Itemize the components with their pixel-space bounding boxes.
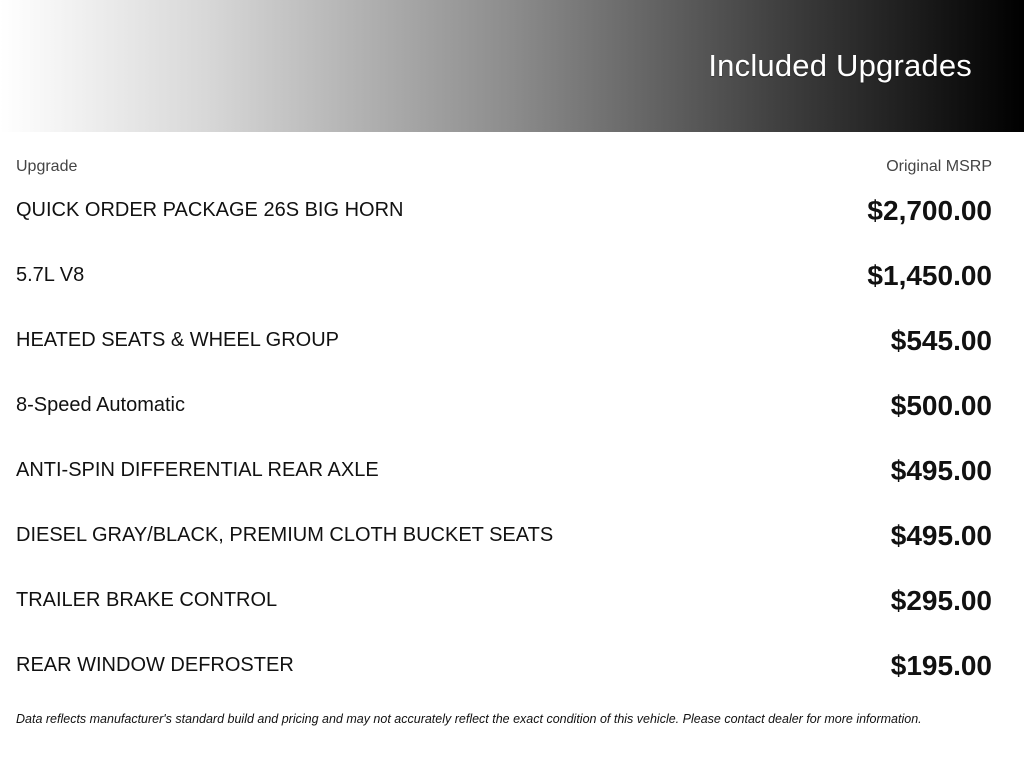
upgrade-name: REAR WINDOW DEFROSTER	[16, 654, 294, 676]
column-header-msrp: Original MSRP	[886, 158, 992, 175]
table-row	[16, 568, 992, 633]
table-row	[16, 243, 992, 308]
upgrade-price: $545.00	[890, 324, 992, 356]
upgrade-name: TRAILER BRAKE CONTROL	[16, 589, 278, 611]
column-header-upgrade: Upgrade	[16, 158, 78, 175]
upgrade-name: HEATED SEATS & WHEEL GROUP	[16, 329, 340, 351]
upgrade-name: 8-Speed Automatic	[16, 394, 185, 416]
upgrade-name: DIESEL GRAY/BLACK, PREMIUM CLOTH BUCKET SEATS	[16, 524, 554, 546]
upgrade-name: QUICK ORDER PACKAGE 26S BIG HORN	[16, 199, 404, 221]
disclaimer-text: Data reflects manufacturer's standard build and pricing and may not accurately reflect the exact condition of this vehicle. Please contact dealer for more information.	[16, 712, 922, 726]
upgrade-name: 5.7L V8	[16, 264, 85, 286]
table-row	[16, 178, 992, 243]
upgrade-price: $1,450.00	[867, 259, 992, 291]
table-row	[16, 373, 992, 438]
page-title: Included Upgrades	[708, 48, 972, 83]
table-row	[16, 633, 992, 698]
upgrade-price: $500.00	[890, 389, 992, 421]
upgrade-price: $2,700.00	[867, 194, 992, 226]
upgrade-price: $495.00	[890, 519, 992, 551]
upgrade-price: $195.00	[890, 649, 992, 681]
header-banner	[0, 0, 1024, 132]
upgrade-name: ANTI-SPIN DIFFERENTIAL REAR AXLE	[16, 459, 379, 481]
table-row	[16, 308, 992, 373]
upgrades-table	[16, 158, 992, 698]
table-row	[16, 503, 992, 568]
upgrade-price: $495.00	[890, 454, 992, 486]
upgrade-price: $295.00	[890, 584, 992, 616]
table-row	[16, 438, 992, 503]
table-body	[16, 178, 992, 698]
